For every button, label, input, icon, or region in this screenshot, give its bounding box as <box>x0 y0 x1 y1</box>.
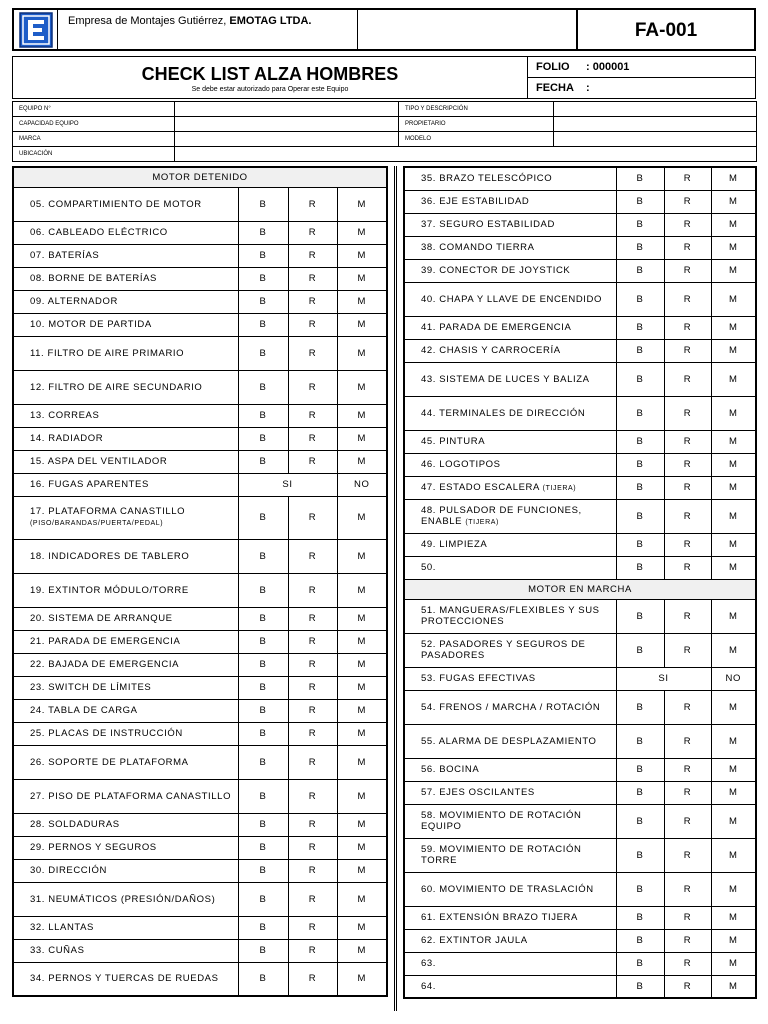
option-r[interactable]: R <box>288 290 337 313</box>
option-b[interactable]: B <box>616 724 664 758</box>
option-m[interactable]: M <box>711 804 756 838</box>
option-b[interactable]: B <box>616 282 664 316</box>
folio-row <box>528 57 755 78</box>
item-label: 64. <box>404 975 616 998</box>
option-m[interactable]: M <box>711 758 756 781</box>
option-si[interactable]: SI <box>616 667 711 690</box>
option-b[interactable]: B <box>238 699 288 722</box>
option-b[interactable]: B <box>238 836 288 859</box>
option-m[interactable]: M <box>337 939 387 962</box>
option-m[interactable]: M <box>337 653 387 676</box>
option-r[interactable]: R <box>664 952 711 975</box>
item-label: 57. EJES OSCILANTES <box>404 781 616 804</box>
option-r[interactable]: R <box>664 236 711 259</box>
item-label: 51. MANGUERAS/FLEXIBLES Y SUS PROTECCIONES <box>404 599 616 633</box>
option-b[interactable]: B <box>616 758 664 781</box>
item-17-label: 17. PLATAFORMA CANASTILLO <box>30 506 186 517</box>
item-label: 30. DIRECCIÓN <box>13 859 238 882</box>
option-r[interactable]: R <box>664 781 711 804</box>
option-m[interactable]: M <box>711 316 756 339</box>
option-m[interactable]: M <box>337 676 387 699</box>
item-label: 39. CONECTOR DE JOYSTICK <box>404 259 616 282</box>
logo-e-icon <box>19 12 53 48</box>
option-m[interactable]: M <box>337 607 387 630</box>
item-label <box>404 499 616 533</box>
option-b[interactable]: B <box>616 690 664 724</box>
option-r[interactable]: R <box>664 872 711 906</box>
option-m[interactable]: M <box>711 259 756 282</box>
title-cell <box>13 57 528 98</box>
folio-value[interactable]: : 000001 <box>586 60 630 73</box>
option-r[interactable]: R <box>664 362 711 396</box>
checklist-motor-detenido <box>12 166 388 997</box>
option-m[interactable]: M <box>711 499 756 533</box>
option-b[interactable]: B <box>238 607 288 630</box>
item-label: 34. PERNOS Y TUERCAS DE RUEDAS <box>13 962 238 996</box>
item-label: 52. PASADORES Y SEGUROS DE PASADORES <box>404 633 616 667</box>
option-b[interactable]: B <box>238 859 288 882</box>
option-b[interactable]: B <box>616 499 664 533</box>
option-b[interactable]: B <box>616 430 664 453</box>
option-m[interactable]: M <box>337 745 387 779</box>
item-label: 33. CUÑAS <box>13 939 238 962</box>
header-blank-cell <box>358 10 578 49</box>
option-m[interactable]: M <box>337 916 387 939</box>
item-label: 42. CHASIS Y CARROCERÍA <box>404 339 616 362</box>
option-r[interactable]: R <box>288 813 337 836</box>
tijera-note: (TIJERA) <box>465 518 499 526</box>
item-label: 06. CABLEADO ELÉCTRICO <box>13 221 238 244</box>
item-label <box>13 496 238 539</box>
folio-fecha-block <box>528 57 755 98</box>
page-subtitle: Se debe estar autorizado para Operar este Equipo <box>191 86 349 93</box>
option-r[interactable]: R <box>664 499 711 533</box>
item-label: 29. PERNOS Y SEGUROS <box>13 836 238 859</box>
item-label <box>404 476 616 499</box>
item-label: 05. COMPARTIMIENTO DE MOTOR <box>13 187 238 221</box>
option-m[interactable]: M <box>711 633 756 667</box>
option-b[interactable]: B <box>616 872 664 906</box>
option-b[interactable]: B <box>238 539 288 573</box>
item-label: 13. CORREAS <box>13 404 238 427</box>
item-label: 45. PINTURA <box>404 430 616 453</box>
option-m[interactable]: M <box>711 453 756 476</box>
option-m[interactable]: M <box>711 533 756 556</box>
item-label: 54. FRENOS / MARCHA / ROTACIÓN <box>404 690 616 724</box>
item-label: 26. SOPORTE DE PLATAFORMA <box>13 745 238 779</box>
item-label: 22. BAJADA DE EMERGENCIA <box>13 653 238 676</box>
option-m[interactable]: M <box>337 404 387 427</box>
option-m[interactable]: M <box>337 779 387 813</box>
item-label: 61. EXTENSIÓN BRAZO TIJERA <box>404 906 616 929</box>
option-r[interactable]: R <box>664 690 711 724</box>
option-b[interactable]: B <box>616 599 664 633</box>
option-r[interactable]: R <box>664 724 711 758</box>
option-m[interactable]: M <box>711 838 756 872</box>
item-label: 09. ALTERNADOR <box>13 290 238 313</box>
option-b[interactable]: B <box>616 929 664 952</box>
option-m[interactable]: M <box>711 975 756 998</box>
option-r[interactable]: R <box>288 244 337 267</box>
option-b[interactable]: B <box>616 190 664 213</box>
item-label: 43. SISTEMA DE LUCES Y BALIZA <box>404 362 616 396</box>
option-r[interactable]: R <box>288 450 337 473</box>
item-label: 23. SWITCH DE LÍMITES <box>13 676 238 699</box>
option-m[interactable]: M <box>711 190 756 213</box>
option-b[interactable]: B <box>616 259 664 282</box>
item-label: 58. MOVIMIENTO DE ROTACIÓN EQUIPO <box>404 804 616 838</box>
item-label: 10. MOTOR DE PARTIDA <box>13 313 238 336</box>
item-48-label: 48. PULSADOR DE FUNCIONES, ENABLE <box>421 504 582 527</box>
option-r[interactable]: R <box>288 745 337 779</box>
item-label: 19. EXTINTOR MÓDULO/TORRE <box>13 573 238 607</box>
option-m[interactable]: M <box>711 236 756 259</box>
option-r[interactable]: R <box>664 339 711 362</box>
option-b[interactable]: B <box>616 453 664 476</box>
option-r[interactable]: R <box>664 906 711 929</box>
item-label: 07. BATERÍAS <box>13 244 238 267</box>
item-label: 27. PISO DE PLATAFORMA CANASTILLO <box>13 779 238 813</box>
item-label: 41. PARADA DE EMERGENCIA <box>404 316 616 339</box>
section-header-motor-en-marcha: MOTOR EN MARCHA <box>404 579 756 599</box>
option-b[interactable]: B <box>238 244 288 267</box>
option-m[interactable]: M <box>337 496 387 539</box>
option-m[interactable]: M <box>711 339 756 362</box>
option-b[interactable]: B <box>238 290 288 313</box>
item-label: 55. ALARMA DE DESPLAZAMIENTO <box>404 724 616 758</box>
option-r[interactable]: R <box>664 167 711 190</box>
option-r[interactable]: R <box>288 882 337 916</box>
equipo-field[interactable] <box>175 102 399 117</box>
item-label: 18. INDICADORES DE TABLERO <box>13 539 238 573</box>
item-17-sublabel: (PISO/BARANDAS/PUERTA/PEDAL) <box>30 520 164 527</box>
option-r[interactable]: R <box>664 758 711 781</box>
option-r[interactable]: R <box>288 496 337 539</box>
item-label: 59. MOVIMIENTO DE ROTACIÓN TORRE <box>404 838 616 872</box>
option-b[interactable]: B <box>238 496 288 539</box>
option-r[interactable]: R <box>288 630 337 653</box>
item-label: 15. ASPA DEL VENTILADOR <box>13 450 238 473</box>
item-label: 32. LLANTAS <box>13 916 238 939</box>
tipo-field[interactable] <box>554 102 757 117</box>
option-b[interactable]: B <box>616 316 664 339</box>
option-b[interactable]: B <box>616 396 664 430</box>
option-r[interactable]: R <box>288 836 337 859</box>
option-m[interactable]: M <box>711 952 756 975</box>
option-b[interactable]: B <box>616 476 664 499</box>
option-b[interactable]: B <box>616 804 664 838</box>
option-r[interactable]: R <box>288 267 337 290</box>
option-m[interactable]: M <box>337 221 387 244</box>
option-r[interactable]: R <box>664 190 711 213</box>
checklist-right-column <box>403 166 757 999</box>
option-m[interactable]: M <box>337 813 387 836</box>
option-m[interactable]: M <box>711 362 756 396</box>
option-b[interactable]: B <box>616 339 664 362</box>
fecha-label: FECHA <box>536 81 574 94</box>
option-m[interactable]: M <box>711 599 756 633</box>
option-r[interactable]: R <box>288 962 337 996</box>
option-r[interactable]: R <box>664 282 711 316</box>
item-label: 37. SEGURO ESTABILIDAD <box>404 213 616 236</box>
option-r[interactable]: R <box>664 259 711 282</box>
capacidad-field[interactable] <box>175 117 399 132</box>
modelo-field[interactable] <box>554 132 757 147</box>
option-m[interactable]: M <box>337 859 387 882</box>
item-label: 62. EXTINTOR JAULA <box>404 929 616 952</box>
option-m[interactable]: M <box>337 187 387 221</box>
option-b[interactable]: B <box>238 779 288 813</box>
option-r[interactable]: R <box>664 838 711 872</box>
option-r[interactable]: R <box>288 427 337 450</box>
option-b[interactable]: B <box>238 267 288 290</box>
capacidad-label: CAPACIDAD EQUIPO <box>13 117 175 132</box>
option-r[interactable]: R <box>288 404 337 427</box>
item-label: 35. BRAZO TELESCÓPICO <box>404 167 616 190</box>
option-r[interactable]: R <box>664 430 711 453</box>
item-label: 36. EJE ESTABILIDAD <box>404 190 616 213</box>
item-label: 56. BOCINA <box>404 758 616 781</box>
option-m[interactable]: M <box>337 882 387 916</box>
option-r[interactable]: R <box>664 396 711 430</box>
option-b[interactable]: B <box>238 882 288 916</box>
item-label: 14. RADIADOR <box>13 427 238 450</box>
option-b[interactable]: B <box>238 221 288 244</box>
option-b[interactable]: B <box>616 213 664 236</box>
option-b[interactable]: B <box>238 370 288 404</box>
option-r[interactable]: R <box>664 804 711 838</box>
fecha-row <box>528 78 755 99</box>
option-m[interactable]: M <box>711 724 756 758</box>
option-no[interactable]: NO <box>711 667 756 690</box>
option-b[interactable]: B <box>616 781 664 804</box>
option-r[interactable]: R <box>664 633 711 667</box>
item-label: 44. TERMINALES DE DIRECCIÓN <box>404 396 616 430</box>
option-b[interactable]: B <box>616 633 664 667</box>
option-r[interactable]: R <box>664 929 711 952</box>
item-label: 63. <box>404 952 616 975</box>
modelo-label: MODELO <box>399 132 554 147</box>
option-m[interactable]: M <box>337 370 387 404</box>
option-r[interactable]: R <box>288 313 337 336</box>
option-b[interactable]: B <box>238 962 288 996</box>
company-logo <box>14 10 58 49</box>
option-b[interactable]: B <box>616 838 664 872</box>
option-r[interactable]: R <box>288 370 337 404</box>
option-r[interactable]: R <box>288 539 337 573</box>
option-m[interactable]: M <box>337 836 387 859</box>
option-b[interactable]: B <box>238 813 288 836</box>
equipment-info-table <box>12 101 757 162</box>
ubicacion-label: UBICACIÓN <box>13 147 175 162</box>
option-r[interactable]: R <box>664 316 711 339</box>
option-r[interactable]: R <box>664 453 711 476</box>
option-b[interactable]: B <box>616 167 664 190</box>
option-b[interactable]: B <box>238 336 288 370</box>
item-label: 24. TABLA DE CARGA <box>13 699 238 722</box>
propietario-field[interactable] <box>554 117 757 132</box>
marca-field[interactable] <box>175 132 399 147</box>
option-m[interactable]: M <box>711 430 756 453</box>
option-b[interactable]: B <box>238 450 288 473</box>
propietario-label: PROPIETARIO <box>399 117 554 132</box>
option-no[interactable]: NO <box>337 473 387 496</box>
item-label: 16. FUGAS APARENTES <box>13 473 238 496</box>
option-r[interactable]: R <box>288 336 337 370</box>
form-code: FA-001 <box>634 20 698 41</box>
item-label: 40. CHAPA Y LLAVE DE ENCENDIDO <box>404 282 616 316</box>
option-r[interactable]: R <box>664 556 711 579</box>
item-label: 46. LOGOTIPOS <box>404 453 616 476</box>
option-b[interactable]: B <box>238 427 288 450</box>
option-r[interactable]: R <box>288 676 337 699</box>
option-r[interactable]: R <box>664 476 711 499</box>
option-m[interactable]: M <box>337 962 387 996</box>
option-m[interactable]: M <box>337 427 387 450</box>
option-m[interactable]: M <box>711 282 756 316</box>
option-r[interactable]: R <box>288 779 337 813</box>
option-m[interactable]: M <box>337 539 387 573</box>
option-m[interactable]: M <box>711 872 756 906</box>
option-r[interactable]: R <box>288 573 337 607</box>
ubicacion-field[interactable] <box>175 147 757 162</box>
option-b[interactable]: B <box>238 676 288 699</box>
option-r[interactable]: R <box>288 221 337 244</box>
option-si[interactable]: SI <box>238 473 337 496</box>
option-b[interactable]: B <box>616 556 664 579</box>
option-m[interactable]: M <box>711 213 756 236</box>
item-47-label: 47. ESTADO ESCALERA <box>421 481 540 493</box>
company-name: Empresa de Montajes Gutiérrez, EMOTAG LTDA. <box>58 10 358 49</box>
item-label: 08. BORNE DE BATERÍAS <box>13 267 238 290</box>
option-r[interactable]: R <box>288 187 337 221</box>
equipo-label: EQUIPO N° <box>13 102 175 117</box>
option-r[interactable]: R <box>664 213 711 236</box>
item-label: 25. PLACAS DE INSTRUCCIÓN <box>13 722 238 745</box>
item-label: 11. FILTRO DE AIRE PRIMARIO <box>13 336 238 370</box>
form-header <box>12 8 756 51</box>
option-b[interactable]: B <box>616 236 664 259</box>
option-m[interactable]: M <box>337 336 387 370</box>
option-m[interactable]: M <box>711 167 756 190</box>
option-b[interactable]: B <box>238 653 288 676</box>
option-m[interactable]: M <box>337 313 387 336</box>
tijera-note: (TIJERA) <box>542 484 577 492</box>
option-m[interactable]: M <box>337 699 387 722</box>
fecha-value[interactable]: : <box>586 81 590 94</box>
option-r[interactable]: R <box>288 859 337 882</box>
option-b[interactable]: B <box>238 404 288 427</box>
section-header-motor-detenido: MOTOR DETENIDO <box>13 167 387 187</box>
option-b[interactable]: B <box>616 906 664 929</box>
option-m[interactable]: M <box>711 929 756 952</box>
option-m[interactable]: M <box>337 290 387 313</box>
page-title: CHECK LIST ALZA HOMBRES <box>141 64 399 84</box>
option-m[interactable]: M <box>711 476 756 499</box>
option-r[interactable]: R <box>664 975 711 998</box>
option-r[interactable]: R <box>664 533 711 556</box>
item-label: 53. FUGAS EFECTIVAS <box>404 667 616 690</box>
option-b[interactable]: B <box>616 362 664 396</box>
item-label: 60. MOVIMIENTO DE TRASLACIÓN <box>404 872 616 906</box>
item-label: 20. SISTEMA DE ARRANQUE <box>13 607 238 630</box>
item-label: 49. LIMPIEZA <box>404 533 616 556</box>
item-label: 12. FILTRO DE AIRE SECUNDARIO <box>13 370 238 404</box>
option-m[interactable]: M <box>711 906 756 929</box>
item-label: 38. COMANDO TIERRA <box>404 236 616 259</box>
option-b[interactable]: B <box>238 573 288 607</box>
marca-label: MARCA <box>13 132 175 147</box>
option-r[interactable]: R <box>288 722 337 745</box>
column-divider <box>394 166 397 1011</box>
option-r[interactable]: R <box>288 607 337 630</box>
option-b[interactable]: B <box>238 630 288 653</box>
option-r[interactable]: R <box>288 653 337 676</box>
option-m[interactable]: M <box>337 267 387 290</box>
tipo-label: TIPO Y DESCRIPCIÓN <box>399 102 554 117</box>
item-label: 31. NEUMÁTICOS (PRESIÓN/DAÑOS) <box>13 882 238 916</box>
option-r[interactable]: R <box>288 939 337 962</box>
option-m[interactable]: M <box>337 722 387 745</box>
option-b[interactable]: B <box>616 533 664 556</box>
option-r[interactable]: R <box>288 916 337 939</box>
option-b[interactable]: B <box>238 939 288 962</box>
item-label: 28. SOLDADURAS <box>13 813 238 836</box>
option-b[interactable]: B <box>238 916 288 939</box>
option-r[interactable]: R <box>664 599 711 633</box>
option-b[interactable]: B <box>238 745 288 779</box>
option-m[interactable]: M <box>337 450 387 473</box>
option-m[interactable]: M <box>337 630 387 653</box>
option-b[interactable]: B <box>238 722 288 745</box>
option-b[interactable]: B <box>616 975 664 998</box>
option-m[interactable]: M <box>711 396 756 430</box>
folio-label: FOLIO <box>536 60 570 73</box>
option-m[interactable]: M <box>711 556 756 579</box>
option-b[interactable]: B <box>238 313 288 336</box>
item-label: 50. <box>404 556 616 579</box>
option-b[interactable]: B <box>238 187 288 221</box>
item-label: 21. PARADA DE EMERGENCIA <box>13 630 238 653</box>
option-m[interactable]: M <box>337 573 387 607</box>
option-r[interactable]: R <box>288 699 337 722</box>
option-b[interactable]: B <box>616 952 664 975</box>
option-m[interactable]: M <box>337 244 387 267</box>
option-m[interactable]: M <box>711 781 756 804</box>
title-block <box>12 56 756 99</box>
option-m[interactable]: M <box>711 690 756 724</box>
